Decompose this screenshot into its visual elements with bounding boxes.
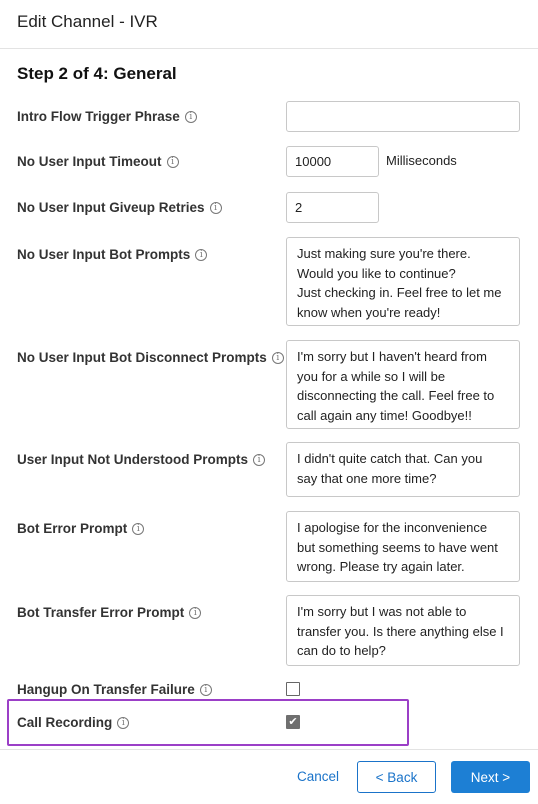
label-text: User Input Not Understood Prompts <box>17 452 249 467</box>
call-recording-checkbox[interactable]: ✔ <box>286 715 300 729</box>
label-text: Hangup On Transfer Failure <box>17 682 195 697</box>
label-text: Intro Flow Trigger Phrase <box>17 109 180 124</box>
textarea-line: wrong. Please try again later. <box>297 559 465 574</box>
intro-flow-trigger-label <box>17 109 197 124</box>
no-input-giveup-retries-label <box>17 200 222 215</box>
textarea-line: can do to help? <box>297 643 386 658</box>
no-input-disconnect-prompts-label <box>17 350 284 365</box>
textarea-line: Just making sure you're there. <box>297 246 471 261</box>
textarea-line: disconnecting the call. Feel free to <box>297 388 495 403</box>
info-icon[interactable]: i <box>117 717 129 729</box>
not-understood-prompts-label <box>17 452 265 467</box>
intro-flow-trigger-input[interactable] <box>286 101 520 132</box>
footer-divider <box>0 749 538 750</box>
textarea-line: you for a while so I will be <box>297 368 446 384</box>
label-text: No User Input Bot Disconnect Prompts <box>17 350 267 365</box>
cancel-button[interactable]: Cancel <box>297 769 340 784</box>
timeout-unit-label: Milliseconds <box>386 153 457 168</box>
info-icon[interactable]: i <box>200 684 212 696</box>
next-button[interactable]: Next > <box>451 761 530 793</box>
textarea-line: I apologise for the inconvenience <box>297 520 488 535</box>
info-icon[interactable]: i <box>167 156 179 168</box>
label-text: No User Input Giveup Retries <box>17 200 205 215</box>
info-icon[interactable]: i <box>272 352 284 364</box>
label-text: Bot Error Prompt <box>17 521 128 536</box>
no-input-bot-prompts-textarea[interactable] <box>286 237 520 326</box>
textarea-line: Would you like to continue? <box>297 265 456 281</box>
hangup-on-transfer-failure-label <box>17 682 212 697</box>
info-icon[interactable]: i <box>185 111 197 123</box>
call-recording-label <box>17 715 129 730</box>
textarea-line: transfer you. Is there anything else I <box>297 623 504 639</box>
textarea-line: I'm sorry but I was not able to <box>297 604 467 619</box>
label-text: Call Recording <box>17 715 113 730</box>
no-input-timeout-input[interactable]: 10000 <box>286 146 379 177</box>
textarea-line: know when you're ready! <box>297 304 441 320</box>
step-title: Step 2 of 4: General <box>17 64 177 83</box>
dialog-title: Edit Channel - IVR <box>17 12 158 31</box>
no-input-timeout-label <box>17 154 179 169</box>
dialog-header <box>0 0 538 49</box>
info-icon[interactable]: i <box>189 607 201 619</box>
info-icon[interactable]: i <box>132 523 144 535</box>
no-input-bot-prompts-label <box>17 247 207 262</box>
not-understood-prompts-textarea[interactable] <box>286 442 520 497</box>
textarea-line: I didn't quite catch that. Can you <box>297 451 483 466</box>
info-icon[interactable]: i <box>210 202 222 214</box>
textarea-line: I'm sorry but I haven't heard from <box>297 349 487 364</box>
back-button[interactable]: < Back <box>357 761 436 793</box>
hangup-on-transfer-failure-checkbox[interactable] <box>286 682 300 696</box>
info-icon[interactable]: i <box>195 249 207 261</box>
bot-error-prompt-textarea[interactable] <box>286 511 520 582</box>
no-input-giveup-retries-input[interactable]: 2 <box>286 192 379 223</box>
textarea-line: but something seems to have went <box>297 539 498 555</box>
textarea-line: call again any time! Goodbye!! <box>297 407 472 423</box>
label-text: No User Input Timeout <box>17 154 162 169</box>
label-text: Bot Transfer Error Prompt <box>17 605 185 620</box>
no-input-disconnect-prompts-textarea[interactable] <box>286 340 520 429</box>
bot-transfer-error-prompt-textarea[interactable] <box>286 595 520 666</box>
textarea-line: Just checking in. Feel free to let me <box>297 285 502 300</box>
bot-error-prompt-label <box>17 521 144 536</box>
bot-transfer-error-prompt-label <box>17 605 201 620</box>
textarea-line: say that one more time? <box>297 470 437 486</box>
label-text: No User Input Bot Prompts <box>17 247 191 262</box>
info-icon[interactable]: i <box>253 454 265 466</box>
